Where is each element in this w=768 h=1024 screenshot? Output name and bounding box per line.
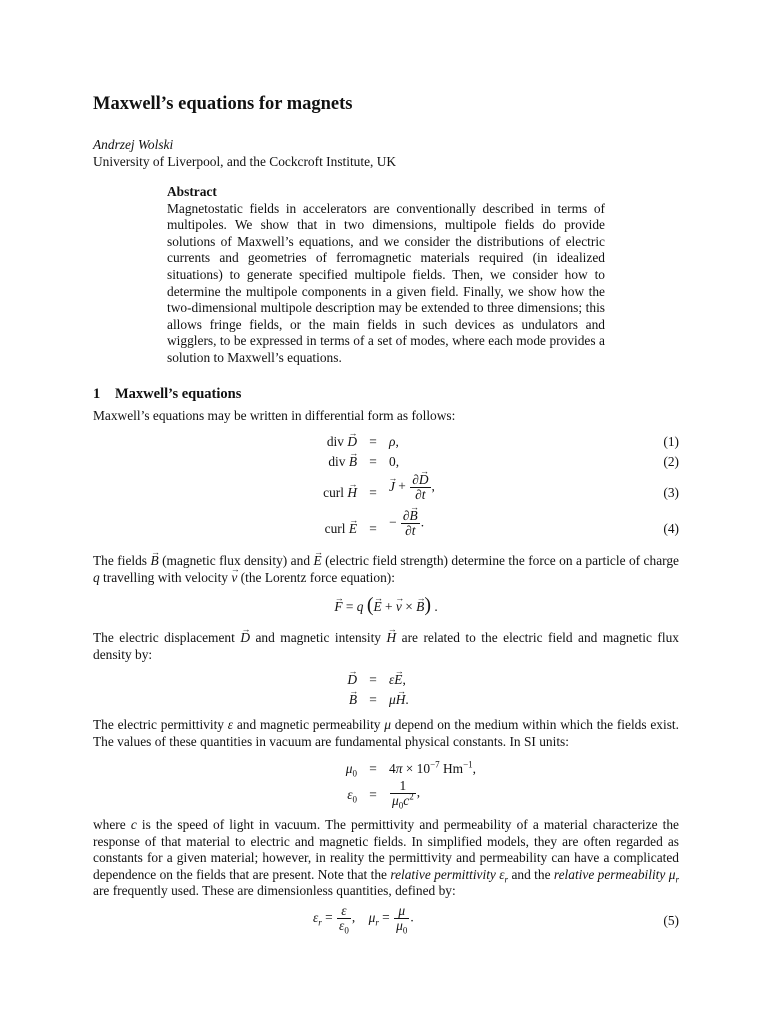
- equation-3: curl → H = → J + $\frac{\partial\to D}{\partial t}$ , (3): [93, 485, 679, 503]
- equation-number: (2): [663, 454, 679, 469]
- equation-epsilon0: $\varepsilon_0$ = $\frac{1}{\mu_0c^2}$ ,: [347, 778, 421, 811]
- section-heading: [93, 386, 241, 403]
- paragraph-lorentz: The fields → B (magnetic flux density) and → E (electric field strength) determine the force on a particle of charge q travelling with velocity → v (the Lorentz force equation):: [93, 553, 679, 586]
- paper-title: Maxwell’s equations for magnets: [93, 94, 353, 114]
- abstract: [167, 184, 605, 367]
- paragraph-intro: Maxwell’s equations may be written in differential form as follows:: [93, 408, 456, 423]
- paragraph-speed-of-light: where c is the speed of light in vacuum. The permittivity and permeability of a material characterize the response of that material to electric and magnetic fields. In simplified models, they are often regarded as constants for a given material; however, in reality the permittivity and permeability can have a complicated dependence on the fields that are present. Note that the relative permittivity $\varepsilon_r$ and the relative permeability $\mu_r$ are frequently used. These are dimensionless quantities, defined by:: [93, 817, 679, 899]
- author-name: Andrzej Wolski: [93, 137, 174, 152]
- equation-1: div → D = ρ, (1): [93, 434, 679, 452]
- equation-number: (5): [663, 913, 679, 928]
- equation-number: (3): [663, 485, 679, 500]
- equation-constitutive-d: → D = ε→ E,: [93, 672, 679, 690]
- equation-4: curl → E = − $\frac{\partial\to B}{\partial t}$ . (4): [93, 521, 679, 539]
- paragraph-permittivity: The electric permittivity ε and magnetic permeability μ depend on the medium within which the fields exist. The values of these quantities in vacuum are fundamental physical constants. In SI units:: [93, 717, 679, 749]
- abstract-text: Magnetostatic fields in accelerators are conventionally described in terms of multipoles. We show that in two dimensions, multipole fields do provide solutions of Maxwell’s equations, and we consider the distributions of electric currents and geometries of ferromagnetic materials required (in idealized situations) to generate specified multipole fields. Then, we consider how to determine the multipole components in a given field. Finally, we show how the two-dimensional multipole description may be extended to three dimensions; this allows fringe fields, or the main fields in such devices as undulators and wigglers, to be expressed in terms of a set of modes, where each mode provides a solution to Maxwell’s equations.: [167, 200, 605, 365]
- equation-2: div → B = 0, (2): [93, 454, 679, 472]
- author-affiliation: University of Liverpool, and the Cockcroft Institute, UK: [93, 154, 397, 169]
- paragraph-displacement: The electric displacement → D and magnetic intensity → H are related to the electric field and magnetic flux density by:: [93, 630, 679, 663]
- equation-number: (4): [663, 521, 679, 536]
- abstract-heading: Abstract: [167, 184, 217, 199]
- equation-5: $\varepsilon_r$ = $\frac{\varepsilon}{\varepsilon_0}$ , $\mu_r$ = $\frac{\mu}{\mu_0}$ . (5): [313, 903, 679, 936]
- equation-number: (1): [663, 434, 679, 449]
- equation-lorentz: → F = q (→ E + → v × → B) .: [93, 597, 679, 616]
- section-number: 1: [93, 386, 101, 402]
- equation-mu0: $\mu_0$ = $4\pi \times 10^{-7}$ $Hm^{-1}$,: [345, 759, 477, 779]
- equation-constitutive-b: → B = μ→ H.: [93, 692, 679, 710]
- section-title: Maxwell’s equations: [115, 386, 242, 402]
